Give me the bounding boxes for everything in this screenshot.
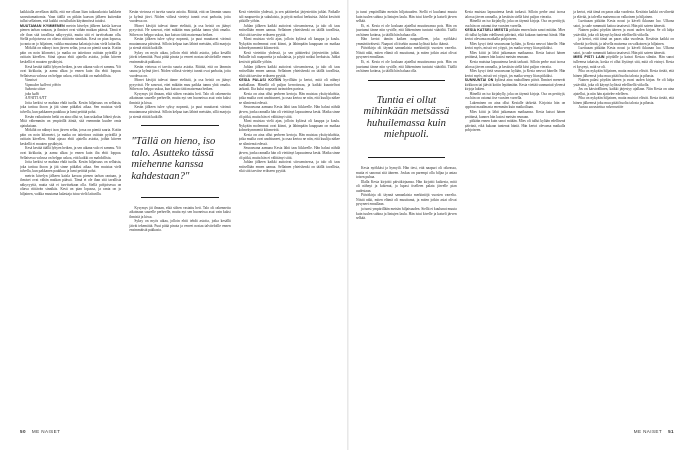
paragraph: Moni muistaa vielä ajan, jolloin kylässä oli kauppa ja koulu. Nykyään molemmat ovat kiinni, ja lähimpään kauppaan on matkaa kolmekymmentä kilometriä. [238,119,340,133]
page-gutter [347,0,349,450]
right-column-2 [465,10,566,428]
paragraph [20,24,121,47]
page-number: 50 [20,428,26,434]
section-subhead: MUUTAMAN KYMMENEN [20,23,65,28]
paragraph: Monet kävijät tulevat tänne etelästä, ja osa heistä on jäänyt pysyvästi. He sanovat, ettei mikään muu paikka tunnu yhtä omalta. Siihen on helppo uskoa, kun katsoo tätä maisemaa hetken. [129,23,231,37]
paragraph: Juhlan jälkeen kaikki auttoivat siivoamisessa, ja talo oli taas entisellään ennen aamua. Sellainen yhteishenki on täällä tavallista, eikä sitä tarvitse erikseen pyytää. [238,160,340,174]
paragraph-text: hyvillään ja kertoi, mitä oli nähnyt matkallaan. Hänellä oli paljon kerrottavaa, ja kaikki kuuntelivat tarkasti. Ilta kului nopeasti tarinoiden parissa. [238,78,340,92]
paragraph: Mökiltä on nähnyt ison järven selän, jossa on pieniä saaria. Kotiin päin on noin kilometri, ja matka on taitettava osittain pyörällä ja osittain kävellen. Siinä ajassa ehtii ajatella asioita, joihin kiireen keskellä ei muuten pysähtyisi. [20,46,122,65]
paragraph: Kesä vietettiin yhdessä, ja sen päätteeksi järjestettiin juhlat. Paikalle tuli naapureita ja sukulaisia, ja pöytä notkui herkuista. Juhlat kestivät pitkälle yöhön. [238,10,340,24]
paragraph: Kesän vietossa ei tarvita suuria asioita. Riittää, että on lämmin sauna ja kylmä järvi. Niiden välissä vietetyt tunnit ovat parhaita, joita vuodessa on. [129,10,231,24]
pull-quote: Tuntia ei ollut mihinkään metsässä huhuilemassa kuin miehpuoli. [363,94,450,141]
paragraph: Jotta kerkisi se mahtaa ehdä tuolla. Kesän hiljaisuus on sellaista, joka tarttuu ihoon ja jää sinne pitkäksi aikaa. Sen muistaa vielä talvella, kun pakkanen paukkuu ja lumi peittää polut. [20,100,122,115]
paragraph: Ei, ei. Kesia ei ole koskaan ajatellut muuttavansa pois. Hän on juurtunut tänne niin syvälle, että lähteminen tuntuisi väärältä. Täällä on hänen kotinsa, ja täällä hän haluaa olla. [356,23,457,37]
paragraph: Syksy on myös aikaa, jolloin ehtii tehdä asioita, jotka kesällä jäivät tekemättä. Puut pitää pinota ja veneet nostaa talviteloille ennen ensimmäisiä pakkasia. [129,50,231,65]
pull-quote-rule [141,197,218,198]
poem-line: Vapauden kullerot yöhön [25,82,61,87]
paragraph: Kysymys jäi ilmaan, eikä siihen vastattu heti. Talo oli rakennettu aikoinaan suurelle perheelle, mutta nyt sen huoneissa asui vain kaksi ihmistä ja kissa. [129,205,231,219]
paragraph: Syksy on myös aikaa, jolloin ehtii tehdä asioita, jotka kesällä jäivät tekemättä. Puut pitää pinota ja veneet nostaa talviteloille ennen ensimmäisiä pakkasia. [129,219,231,233]
paragraph [573,55,674,69]
paragraph [239,78,340,92]
paragraph: Seuraavana aamuna Kesia lähti taas liikkeelle. Hän halusi nähdä järven, jonka rannalla hän oli viettänyt lapsuutensa kesät. Matka sinne oli pitkä, mutta hän ei välittänyt siitä. [238,146,340,160]
paragraph: Kesä kestää täällä lyhyen hetken, ja sen aikana valo ei sammu. Yöt ovat kirkkaita, ja aamu alkaa jo ennen kuin ilta ehtii loppua. Sellaisessa valossa on helppo uskoa, että kaikki on mahdollista. [20,64,122,78]
paragraph: Kesän vaikuttavin hetki on aina ollut se, kun uskaltaa lähteä yksin. Mitä vähemmän on ympärillä ääniä, sitä enemmän kuulee omia ajatuksiaan. [20,114,122,128]
paragraph [465,28,566,42]
paragraph: kaikkialla arvellaan täällä, että me ollaan liian taikauskoisia kaikkein saavuttamattomia. Vaan täällä on pitkän kaavan jälkeen kuitenkin tullut sellainen, että kaikki on tullutkin käytännössä tutuksi. [20,10,122,24]
magazine-name: ME NAISET [31,428,61,434]
paragraph: Kesä vietettiin yhdessä, ja sen päätteeksi järjestettiin juhlat. Paikalle tuli naapureita ja sukulaisia, ja pöytä notkui herkuista. Juhlat kestivät pitkälle yöhön. [238,50,340,65]
paragraph: Hänellä on iso kirjahylly, joka on täynnä kirjoja. Osa on perittyjä, osa hän on ostanut itse vuosien varrella. [464,19,566,28]
paragraph: Kesän jälkeen tulee syksy nopeasti, ja puut muuttavat värinsä muutamassa päivässä. Silloin kelpaa taas lähteä metsään, sillä marjoja ja sieniä riittää kaikille. [129,105,231,119]
paragraph: pitkään ennen kuin sanoi mitään. Mies oli tullut kylään edellisenä päivänä, eikä kukaan tuntenut häntä. Hän kertoi olevansa matkalla pohjoiseen. [464,119,566,133]
right-column-3 [573,10,674,428]
paragraph: Päiväkirja oli täynnä samanlaisia merkintöjä vuosien varrelta. Niistä näki, miten elämä oli muuttunut, ja miten jotkin asiat olivat pysyneet ennallaan. [356,46,457,60]
right-page [356,10,674,436]
paragraph [465,78,566,92]
paragraph: ja tunsi ympärillään metsän hiljaisuuden. Siellä ei kuulunut muuta kuin tuulen suhina ja lintujen laulu. Hän istui kivelle ja katseli järven selkää. [356,10,457,24]
paragraph: Kesän vietossa ei tarvita suuria asioita. Riittää, että on lämmin sauna ja kylmä järvi. Niiden välissä vietetyt tunnit ovat parhaita, joita vuodessa on. [129,64,231,78]
paragraph: Nainen palasi pöydän ääreen ja avasi uuden kirjan. Se oli lahja ystävältä, joka oli käynyt kylässä edellisellä viikolla. [573,28,675,37]
paragraph: Kesän jälkeen tulee syksy nopeasti, ja puut muuttavat värinsä muutamassa päivässä. Silloin kelpaa taas lähteä metsään, sillä marjoja ja sieniä riittää kaikille. [129,37,231,51]
paragraph: Mies kysyi tietä seuraavaan kylään, ja Kesia neuvoi hänelle. Hän kertoi myös, missä voi yöpyä, jos matka venyy liian pitkäksi. [464,41,566,51]
right-page-footer [356,426,674,436]
paragraph-text: metrin kävelyn jälkeen kaisla kasvaa pienen tarhan rantaan, ja ihmiset ovat vähän matkan päässä. Tämä ei ole ihan sitä tavallista näkyvyyttä, mutta sitä ei tarvitsekaan olla. Siellä pohjoisessa on oltava riittävän sinnikäs. Kesä on pian lopussa, ja ranta on jo hiljainen, vaikka muutama kalastaja istuu vielä laiturilla. [20,23,122,46]
poem-line: joka kulki [25,91,40,96]
paragraph: Hän kertoi tämän kaiken naapurilleen, joka nyökkäsi ymmärtäväisesti. Naapuri oli itsekin asunut kylässä koko ikänsä. [356,37,457,46]
paragraph: Piha on nykyään hiljainen, mutta muistot elävät. Kesia tietää, että hänen jälkeensä joku muu pitää huolta talosta ja pihasta. [573,96,675,105]
right-page-columns [356,10,674,428]
paragraph: Moni muistaa vielä ajan, jolloin kylässä oli kauppa ja koulu. Nykyään molemmat ovat kiinni, ja lähimpään kauppaan on matkaa kolmekymmentä kilometriä. [238,37,340,51]
paragraph: Lukeminen on aina ollut Kesialle tärkeää. Kirjoista hän on oppinut maailmasta enemmän kuin matkoiltaan. [464,100,566,110]
left-page [20,10,340,436]
section-subhead: MIES PISTI LAIN [573,55,605,60]
article-signature: Jaetaa savustettua rakennettiin [578,105,624,110]
paragraph-text: pitkään ennen kuin sanoi mitään. Mies oli tullut kylään edellisenä päivänä, eikä kukaan tuntenut häntä. Hän kertoi olevansa matkalla pohjoiseen. [464,28,566,42]
paragraph: Kesia nyökkäsi ja hymyili. Hän tiesi, että naapuri oli oikeassa, mutta ei sanonut sitä ääneen. Joskus on parempi olla hiljaa ja antaa toisen puhua. [356,166,457,180]
paragraph: Kesia muistaa lapsuutensa kesät tarkasti. Silloin perhe asui isossa talossa järven rannalla, ja kesäisin siellä kävi paljon vieraita. [464,10,566,19]
paragraph-text: kylässä aina rauhallinen päivä. Ihmiset menevät kirkkoon tai jäävät kotiin lepäämään. Kesia viettää sunnuntait yleensä kirjoja lukien. [464,78,566,92]
paragraph: Piha on nykyään hiljainen, mutta muistot elävät. Kesia tietää, että hänen jälkeensä joku muu pitää huolta talosta ja pihasta. [573,69,675,78]
paragraph: Seuraavana aamuna Kesia lähti taas liikkeelle. Hän halusi nähdä järven, jonka rannalla hän oli viettänyt lapsuutensa kesät. Matka sinne oli pitkä, mutta hän ei välittänyt siitä. [238,105,340,119]
poem-line: Vanaiset [25,78,38,83]
paragraph: Mies kysyi tietä seuraavaan kylään, ja Kesia neuvoi hänelle. Hän kertoi myös, missä voi yöpyä, jos matka venyy liian pitkäksi. [464,69,566,78]
paragraph: Ei, ei. Kesia ei ole koskaan ajatellut muuttavansa pois. Hän on juurtunut tänne niin syvälle, että lähteminen tuntuisi väärältä. Täällä on hänen kotinsa, ja täällä hän haluaa olla. [356,60,457,74]
pull-quote-rule [368,157,445,158]
poem [20,78,121,101]
paragraph: ja kertoi, että tämä on paras aika vuodesta. Kesäisin kaikki on vihreää ja elävää, ja talvella maisema on valkoinen ja hiljainen. [573,10,675,19]
pull-quote-rule [368,80,445,81]
paragraph: Illalla Kesia kirjoitti päiväkirjaansa. Hän kirjoitti kaikesta, mitä oli nähnyt ja kokenut, ja lupasi itselleen palata järvelle pian uudestaan. [356,179,457,193]
paragraph: Kesä kestää täällä lyhyen hetken, ja sen aikana valo ei sammu. Yöt ovat kirkkaita, ja aamu alkaa jo ennen kuin ilta ehtii loppua. Sellaisessa valossa on helppo uskoa, että kaikki on mahdollista. [20,146,122,160]
paragraph: Kesia on aina ollut perheen kertoja. Hän muistaa yksityiskohtia, jotka muilta ovat unohtuneet, ja osaa kertoa ne niin, että kuulija näkee ne silmiensä edessä. [238,132,340,146]
paragraph: Juhlan jälkeen kaikki auttoivat siivoamisessa, ja talo oli taas entisellään ennen aamua. Sellainen yhteishenki on täällä tavallista, eikä sitä tarvitse erikseen pyytää. [238,64,340,78]
paragraph: Mies kiitti ja lähti jatkamaan matkaansa. Kesia katsoi hänen peräänsä, kunnes hän katosi metsän reunaan. [464,110,566,119]
paragraph: Päiväkirja oli täynnä samanlaisia merkintöjä vuosien varrelta. Niistä näki, miten elämä oli muuttunut, ja miten jotkin asiat olivat pysyneet ennallaan. [356,193,457,207]
poem-line: Sukanta sitten [25,87,46,92]
paragraph: Kesia on aina ollut perheen kertoja. Hän muistaa yksityiskohtia, jotka muilta ovat unohtuneet, ja osaa kertoa ne niin, että kuulija näkee ne silmiensä edessä. [238,91,340,105]
paragraph: Nainen palasi pöydän ääreen ja avasi uuden kirjan. Se oli lahja ystävältä, joka oli käynyt kylässä edellisellä viikolla. [573,78,675,87]
paragraph: ja kertoi, että tämä on paras aika vuodesta. Kesäisin kaikki on vihreää ja elävää, ja talvella maisema on valkoinen ja hiljainen. [573,37,675,46]
section-subhead: KESIA PALASI KOTIIN [238,78,282,83]
section-subhead: SUNNUNTAI ON [464,78,494,83]
paragraph: Hänellä on iso kirjahylly, joka on täynnä kirjoja. Osa on perittyjä, osa hän on ostanut itse vuosien varrella. [464,91,566,101]
paragraph: Luettuaan pitkään Kesia nousi ja käveli ikkunan luo. Ulkona satoi, ja sade rummutti kattoa tasaisesti. Hän piti sateen äänestä. [573,46,675,55]
paragraph: Jotta kerkisi se mahtaa ehdä tuolla. Kesän hiljaisuus on sellaista, joka tarttuu ihoon ja jää sinne pitkäksi aikaa. Sen muistaa vielä talvella, kun pakkanen paukkuu ja lumi peittää polut. [20,160,122,174]
paragraph: Mies kiitti ja lähti jatkamaan matkaansa. Kesia katsoi hänen peräänsä, kunnes hän katosi metsän reunaan. [464,50,566,60]
page-number: 51 [668,428,674,434]
paragraph: metrin kävelyn jälkeen kaisla kasvaa pienen tarhan rantaan, ja ihmiset ovat vähän matkan päässä. Tämä ei ole ihan sitä tavallista näkyvyyttä, mutta sitä ei tarvitsekaan olla. Siellä pohjoisessa on oltava riittävän sinnikäs. Kesä on pian lopussa, ja ranta on jo hiljainen, vaikka muutama kalastaja istuu vielä laiturilla. [20,173,122,196]
magazine-name: ME NAISET [633,428,663,434]
paragraph: Mökiltä on nähnyt ison järven selän, jossa on pieniä saaria. Kotiin päin on noin kilometri, ja matka on taitettava osittain pyörällä ja osittain kävellen. Siinä ajassa ehtii ajatella asioita, joihin kiireen keskellä ei muuten pysähtyisi. [20,128,122,146]
paragraph: Luettuaan pitkään Kesia nousi ja käveli ikkunan luo. Ulkona satoi, ja sade rummutti kattoa tasaisesti. Hän piti sateen äänestä. [573,19,675,28]
paragraph-text: pöydälle ja katsoi Kesiaa silmiin. Hän sanoi tulleensa takaisin, koska ei ollut löytänyt sitä, mitä oli etsinyt. Kesia ei kysynyt, mitä se oli. [573,55,675,69]
pull-quote: "Tällä on hieno, iso talo. Asutteko tässä miehenne kanssa kahdestaan?" [131,136,216,182]
left-column-1 [20,10,121,428]
poem-line: AJVATTI AJTT [25,96,47,101]
section-subhead: KESIA KATSELI MIESTÄ [464,28,509,33]
left-page-footer [20,426,340,436]
paragraph: Kesia muistaa lapsuutensa kesät tarkasti. Silloin perhe asui isossa talossa järven rannalla, ja kesäisin siellä kävi paljon vieraita. [464,60,566,69]
paragraph: Juhlan jälkeen kaikki auttoivat siivoamisessa, ja talo oli taas entisellään ennen aamua. Sellainen yhteishenki on täällä tavallista, eikä sitä tarvitse erikseen pyytää. [238,23,340,37]
left-page-columns [20,10,340,428]
right-column-1 [356,10,457,428]
paragraph: Monet kävijät tulevat tänne etelästä, ja osa heistä on jäänyt pysyvästi. He sanovat, ettei mikään muu paikka tunnu yhtä omalta. Siihen on helppo uskoa, kun katsoo tätä maisemaa hetken. [129,78,231,92]
left-column-2 [129,10,230,428]
paragraph: Kysymys jäi ilmaan, eikä siihen vastattu heti. Talo oli rakennettu aikoinaan suurelle perheelle, mutta nyt sen huoneissa asui vain kaksi ihmistä ja kissa. [129,91,231,105]
paragraph: ja tunsi ympärillään metsän hiljaisuuden. Siellä ei kuulunut muuta kuin tuulen suhina ja lintujen laulu. Hän istui kivelle ja katseli järven selkää. [356,206,457,221]
pull-quote-rule [141,125,218,126]
left-column-3 [239,10,340,428]
paragraph: Jos on kärsivällinen, kaikki järjestyy ajallaan. Niin Kesia on aina ajatellut, ja niin hän ajattelee edelleen. [573,87,675,96]
